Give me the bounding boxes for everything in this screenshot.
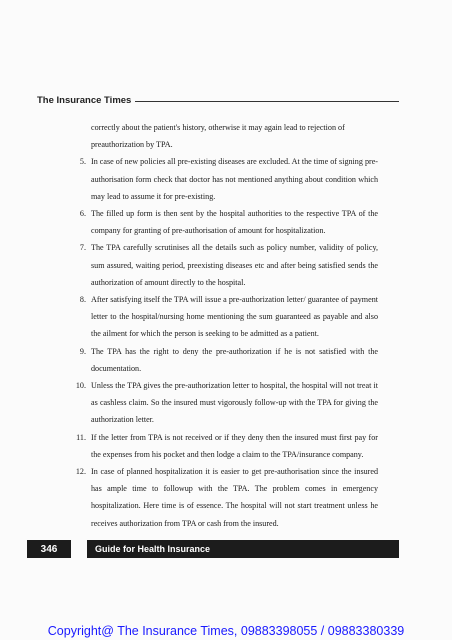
item-text: In case of planned hospitalization it is easier to get pre-authorisation since the insured has ample time to followup with the TPA. The problem comes in emergency hospitalization. Here time is of essence. The hospital will not start treatment unless he receives authorization from TPA or cash from the insured. — [91, 467, 378, 528]
item-text: If the letter from TPA is not received or if they deny then the insured must first pay for the expenses from his pocket and then lodge a claim to the TPA/insurance company. — [91, 432, 378, 459]
item-number: 10. — [75, 381, 86, 391]
item-text: After satisfying itself the TPA will issue a pre-authorization letter/ guarantee of payment letter to the hospital/nursing home mentioning the sum guaranteed as payable and also the ailment for which the person is seeking to be admitted as a patient. — [91, 295, 378, 339]
footer-title: Guide for Health Insurance — [87, 540, 399, 558]
item-text: The filled up form is then sent by the hospital authorities to the respective TPA of the company for granting of pre-authorisation of amount for hospitalization. — [91, 209, 378, 236]
body-text — [60, 119, 378, 532]
copyright-notice: Copyright@ The Insurance Times, 09883398055 / 09883380339 — [47, 624, 405, 638]
item-number: 6. — [79, 209, 86, 219]
item-number: 7. — [79, 243, 86, 253]
running-footer — [27, 540, 399, 558]
item-text: In case of new policies all pre-existing diseases are excluded. At the time of signing pre-authorisation form check that doctor has not mentioned anything about condition which may lead to assume it for pre-existing. — [91, 157, 378, 201]
item-number: 11. — [76, 432, 86, 442]
list-item — [60, 239, 378, 291]
item-text: The TPA carefully scrutinises all the details such as policy number, validity of policy, sum assured, waiting period, preexisting diseases etc and after being satisfied sends the authorization of amount directly to the hospital. — [91, 243, 378, 287]
list-item — [60, 291, 378, 343]
footer-gap — [71, 540, 87, 558]
item-number: 8. — [79, 295, 86, 305]
list-item — [60, 463, 378, 532]
item-text: Unless the TPA gives the pre-authorization letter to hospital, the hospital will not treat it as cashless claim. So the insured must vigorously follow-up with the TPA for giving the authorization letter. — [91, 381, 378, 425]
list-item — [60, 429, 378, 463]
item-number: 5. — [79, 157, 86, 167]
list-item — [60, 205, 378, 239]
header-title: The Insurance Times — [37, 94, 132, 106]
continuation-paragraph: correctly about the patient's history, otherwise it may again lead to rejection of preauthorization by TPA. — [91, 123, 345, 150]
list-item — [60, 153, 378, 205]
list-item — [60, 343, 378, 377]
header-rule — [135, 101, 399, 102]
list-item — [60, 377, 378, 429]
page-number: 346 — [27, 540, 71, 558]
running-header — [37, 94, 399, 106]
item-number: 9. — [79, 346, 86, 356]
item-text: The TPA has the right to deny the pre-authorization if he is not satisfied with the documentation. — [91, 346, 378, 373]
item-number: 12. — [75, 467, 86, 477]
